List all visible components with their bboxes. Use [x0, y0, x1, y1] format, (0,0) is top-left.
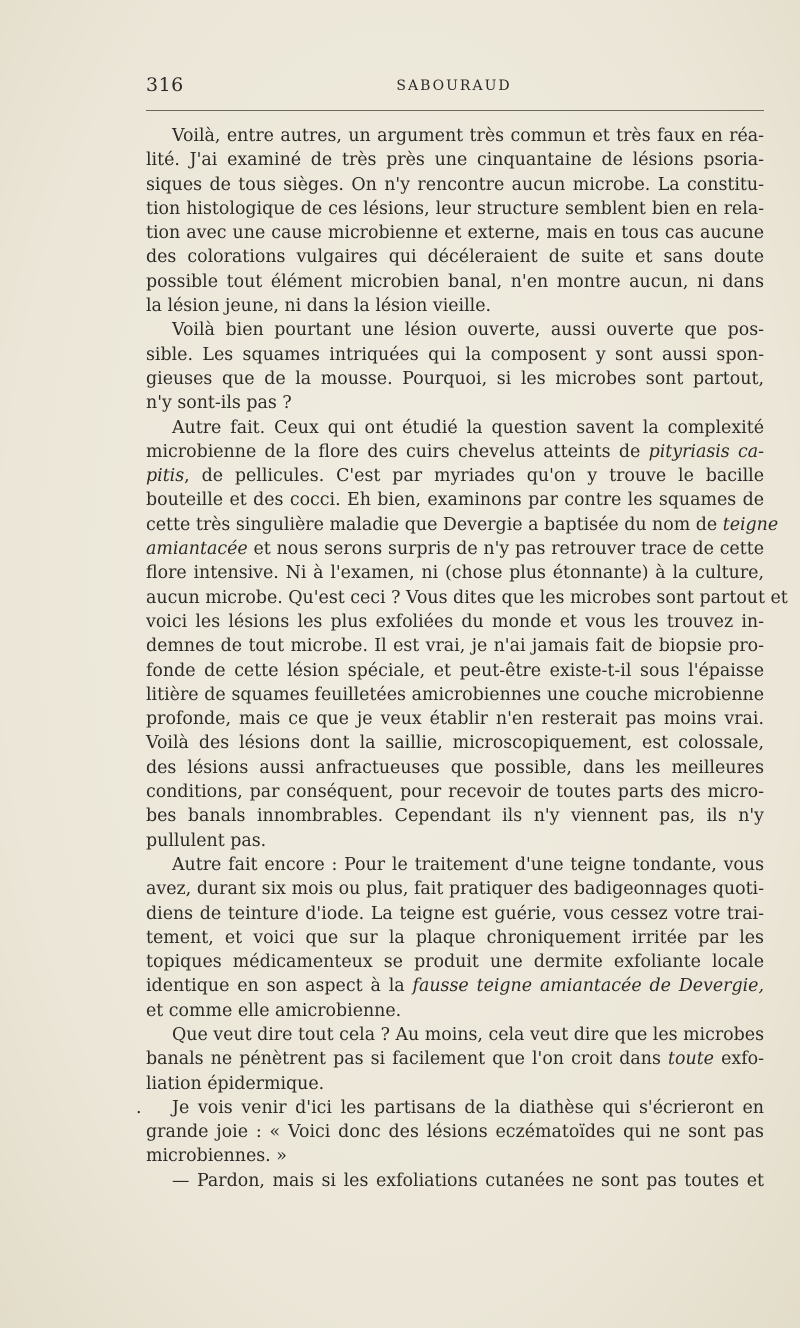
- text-segment: tion avec une cause microbienne et externe, mais en tous cas aucune: [146, 223, 764, 244]
- text-line: [146, 367, 764, 391]
- text-segment: pullulent pas.: [146, 830, 267, 851]
- text-line: [146, 416, 764, 440]
- text-line: [146, 537, 764, 561]
- text-segment: n'y sont-ils pas ?: [146, 393, 292, 414]
- italic-text: pitis: [146, 466, 185, 487]
- text-segment: Autre fait encore : Pour le traitement d'une teigne tondante, vous: [172, 854, 764, 875]
- text-segment: tement, et voici que sur la plaque chroniquement irritée par les: [146, 927, 764, 948]
- italic-text: fausse teigne amiantacée de Devergie,: [412, 976, 764, 997]
- text-segment: , de pellicules. C'est par myriades qu'on y trouve le bacille: [184, 466, 764, 487]
- text-line: [146, 877, 764, 901]
- text-line: [146, 513, 779, 537]
- italic-text: toute: [668, 1049, 714, 1070]
- text-line: [146, 148, 764, 172]
- text-segment: avez, durant six mois ou plus, fait pratiquer des badigeonnages quoti-: [146, 879, 764, 900]
- text-segment: bes banals innombrables. Cependant ils n'y viennent pas, ils n'y: [146, 806, 764, 827]
- text-line: [146, 1120, 764, 1144]
- text-segment: Voilà des lésions dont la saillie, microscopiquement, est colossale,: [146, 733, 764, 754]
- text-segment: litière de squames feuilletées amicrobiennes une couche microbienne: [146, 684, 764, 705]
- text-line: [146, 659, 764, 683]
- text-segment: Je vois venir d'ici les partisans de la diathèse qui s'écrieront en: [172, 1097, 764, 1118]
- italic-text: teigne: [722, 514, 779, 535]
- text-segment: cette très singulière maladie que Devergie a baptisée du nom de: [146, 514, 723, 535]
- text-segment: Autre fait. Ceux qui ont étudié la question savent la complexité: [172, 417, 764, 438]
- text-line: [146, 173, 764, 197]
- text-line: [146, 245, 764, 269]
- text-line: [146, 610, 764, 634]
- text-line: [146, 926, 764, 950]
- text-line: [146, 488, 764, 512]
- text-line: [146, 318, 764, 342]
- text-segment: fonde de cette lésion spéciale, et peut-être existe-t-il sous l'épaisse: [146, 660, 764, 681]
- text-line: [146, 829, 764, 853]
- text-segment: la lésion jeune, ni dans la lésion vieille.: [146, 296, 492, 317]
- text-line: [146, 270, 764, 294]
- text-line: [146, 804, 764, 828]
- text-line: [146, 561, 764, 585]
- text-segment: gieuses que de la mousse. Pourquoi, si les microbes sont partout,: [146, 368, 764, 389]
- italic-text: pityriasis ca-: [648, 441, 764, 462]
- text-line: [146, 683, 764, 707]
- text-segment: microbienne de la flore des cuirs chevelus atteints de: [146, 441, 649, 462]
- text-line: [146, 1144, 764, 1168]
- text-line: [146, 124, 764, 148]
- text-segment: topiques médicamenteux se produit une dermite exfoliante locale: [146, 952, 764, 973]
- text-line: [146, 950, 764, 974]
- text-segment: grande joie : « Voici donc des lésions eczématoïdes qui ne sont pas: [146, 1122, 764, 1143]
- text-segment: diens de teinture d'iode. La teigne est guérie, vous cessez votre trai-: [146, 903, 764, 924]
- text-line: [146, 853, 764, 877]
- text-line: [146, 294, 764, 318]
- page-number: 316: [146, 74, 184, 96]
- text-segment: demnes de tout microbe. Il est vrai, je n'ai jamais fait de biopsie pro-: [146, 636, 764, 657]
- text-segment: des colorations vulgaires qui décéleraient de suite et sans doute: [146, 247, 764, 268]
- text-line: [146, 902, 764, 926]
- text-segment: lité. J'ai examiné de très près une cinquantaine de lésions psoria-: [146, 150, 764, 171]
- text-line: [146, 391, 764, 415]
- header-rule: [146, 110, 764, 111]
- running-title: SABOURAUD: [396, 78, 512, 94]
- text-segment: identique en son aspect à la: [146, 976, 413, 997]
- text-line: [146, 197, 764, 221]
- text-segment: banals ne pénètrent pas si facilement que l'on croit dans: [146, 1049, 669, 1070]
- text-segment: voici les lésions les plus exfoliées du monde et vous les trouvez in-: [146, 611, 764, 632]
- text-segment: Voilà bien pourtant une lésion ouverte, aussi ouverte que pos-: [172, 320, 764, 341]
- text-line: [146, 1169, 764, 1193]
- text-segment: Que veut dire tout cela ? Au moins, cela veut dire que les microbes: [172, 1024, 764, 1045]
- text-segment: des lésions aussi anfractueuses que possible, dans les meilleures: [146, 757, 764, 778]
- text-line: [146, 1072, 764, 1096]
- text-segment: bouteille et des cocci. Eh bien, examinons par contre les squames de: [146, 490, 764, 511]
- text-segment: liation épidermique.: [146, 1073, 325, 1094]
- text-line: [146, 731, 764, 755]
- text-segment: profonde, mais ce que je veux établir n'en resterait pas moins vrai.: [146, 709, 764, 730]
- text-segment: — Pardon, mais si les exfoliations cutanées ne sont pas toutes et: [172, 1170, 764, 1191]
- text-line: [146, 1047, 764, 1071]
- text-segment: flore intensive. Ni à l'examen, ni (chose plus étonnante) à la culture,: [146, 563, 764, 584]
- text-segment: exfo-: [713, 1049, 764, 1070]
- text-segment: possible tout élément microbien banal, n'en montre aucun, ni dans: [146, 271, 764, 292]
- text-line: [146, 634, 764, 658]
- text-line: [146, 586, 788, 610]
- text-line: [146, 1023, 764, 1047]
- text-line: [146, 221, 764, 245]
- text-segment: et comme elle amicrobienne.: [146, 1000, 402, 1021]
- text-line: [146, 707, 764, 731]
- text-line: [146, 464, 764, 488]
- text-segment: siques de tous sièges. On n'y rencontre aucun microbe. La constitu-: [146, 174, 764, 195]
- italic-text: amiantacée: [146, 539, 248, 560]
- text-segment: tion histologique de ces lésions, leur structure semblent bien en rela-: [146, 198, 764, 219]
- text-segment: aucun microbe. Qu'est ceci ? Vous dites que les microbes sont partout et: [146, 587, 788, 608]
- text-segment: conditions, par conséquent, pour recevoir de toutes parts des micro-: [146, 782, 764, 803]
- text-line: [146, 440, 764, 464]
- text-line: [146, 999, 764, 1023]
- text-segment: sible. Les squames intriquées qui la composent y sont aussi spon-: [146, 344, 764, 365]
- text-line: [146, 974, 764, 998]
- text-line: [146, 343, 764, 367]
- text-line: [146, 780, 764, 804]
- text-segment: et nous serons surpris de n'y pas retrouver trace de cette: [247, 539, 764, 560]
- text-segment: microbiennes. »: [146, 1146, 287, 1167]
- text-line: [146, 756, 764, 780]
- running-head: [146, 74, 762, 102]
- body-text: [146, 124, 788, 1193]
- text-line: [130, 1096, 764, 1120]
- text-segment: Voilà, entre autres, un argument très commun et très faux en réa-: [172, 126, 764, 146]
